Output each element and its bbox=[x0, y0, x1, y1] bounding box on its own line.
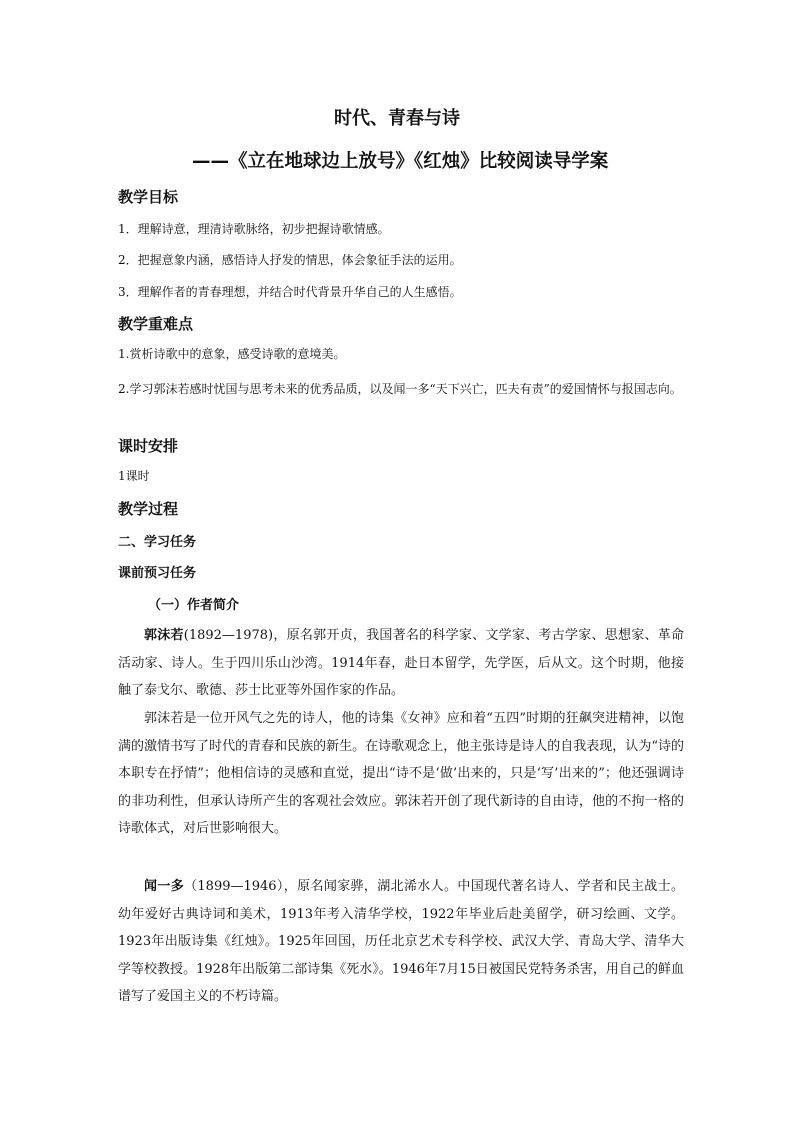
goal-item-1: 1．理解诗意，理清诗歌脉络，初步把握诗歌情感。 bbox=[118, 222, 390, 236]
guo-name: 郭沫若 bbox=[144, 628, 184, 643]
pretask-heading: 课前预习任务 bbox=[118, 566, 197, 581]
process-heading: 教学过程 bbox=[118, 500, 179, 518]
page-subtitle: ——《立在地球边上放号》《红烛》比较阅读导学案 bbox=[192, 151, 609, 172]
schedule-heading: 课时安排 bbox=[118, 437, 179, 455]
goal-item-3: 3．理解作者的青春理想，并结合时代背景升华自己的人生感悟。 bbox=[118, 285, 462, 299]
keypoints-heading: 教学重难点 bbox=[118, 315, 194, 333]
wen-paragraph bbox=[118, 873, 684, 1011]
keypoint-item-1: 1.赏析诗歌中的意象，感受诗歌的意境美。 bbox=[118, 347, 346, 361]
wen-text: （1899—1946），原名闻家骅，湖北浠水人。中国现代著名诗人、学者和民主战士。幼年爱好古典诗词和美术，1913年考入清华学校，1922年毕业后赴美留学，研习绘画、文学。1923年出版诗集《红烛》。1925年回国，历任北京艺术专科学校、武汉大学、青岛大学、清华大学等校教授。1928年出版第二部诗集《死水》。1946年7月15日被国民党特务杀害，用自己的鲜血谱写了爱国主义的不朽诗篇。 bbox=[118, 879, 684, 1004]
authors-heading: （一）作者简介 bbox=[148, 598, 240, 613]
tasks-heading: 二、学习任务 bbox=[118, 535, 197, 550]
page-title: 时代、青春与诗 bbox=[334, 108, 460, 129]
goal-item-2: 2．把握意象内涵，感悟诗人抒发的情思，体会象征手法的运用。 bbox=[118, 253, 462, 267]
guo-text: (1892—1978)，原名郭开贞，我国著名的科学家、文学家、考古学家、思想家、革命活动家、诗人。生于四川乐山沙湾。1914年春，赴日本留学，先学医，后从文。这个时期，他接触了泰戈尔、歌德、莎士比亚等外国作家的作品。 bbox=[118, 628, 684, 698]
goals-heading: 教学目标 bbox=[118, 188, 179, 206]
schedule-text: 1课时 bbox=[118, 469, 150, 483]
guo-paragraph-2: 郭沫若是一位开风气之先的诗人，他的诗集《女神》应和着“五四”时期的狂飙突进精神，以饱满的激情书写了时代的青春和民族的新生。在诗歌观念上，他主张诗是诗人的自我表现，认为“诗的本职专在抒情”；他相信诗的灵感和直觉，提出“诗不是‘做’出来的，只是‘写’出来的”；他还强调诗的非功利性，但承认诗所产生的客观社会效应。郭沫若开创了现代新诗的自由诗，他的不拘一格的诗歌体式，对后世影响很大。 bbox=[118, 711, 684, 836]
guo-paragraph-1 bbox=[118, 622, 684, 705]
wen-name: 闻一多 bbox=[144, 879, 185, 894]
keypoint-item-2: 2.学习郭沫若感时忧国与思考未来的优秀品质，以及闻一多“天下兴亡，匹夫有责”的爱国情怀与报国志向。 bbox=[118, 382, 682, 396]
